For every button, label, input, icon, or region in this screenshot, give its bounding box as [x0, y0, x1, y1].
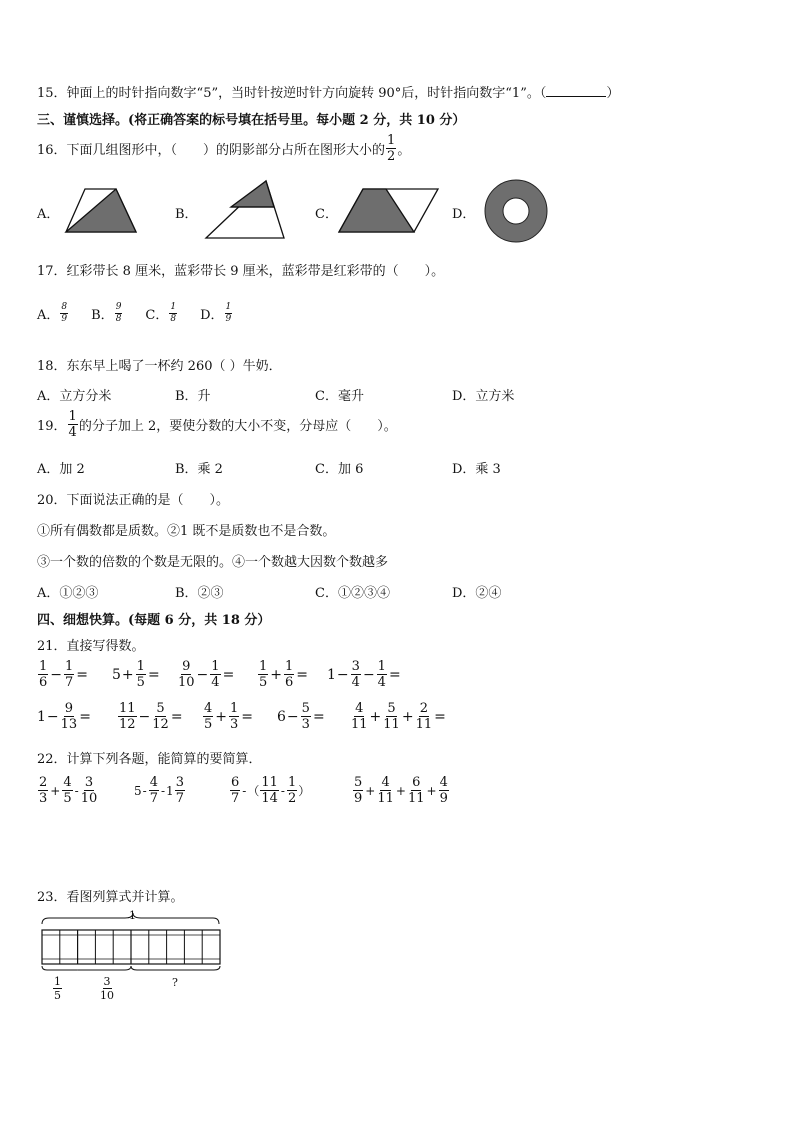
q17-option-a[interactable]: A． $\frac{8}{9}$ — [37, 302, 68, 324]
q17-option-b[interactable]: B． $\frac{9}{8}$ — [91, 302, 122, 324]
q21-expr-2: 5 + $\frac{1}{5}$ = — [112, 659, 160, 690]
q20-text: 20．下面说法正确的是（ ）。 — [37, 493, 230, 508]
q21-expr-6: 1 − $\frac{9}{13}$ = — [37, 701, 91, 732]
q21-expr-1: $\frac{1}{6}$ − $\frac{1}{7}$ = — [39, 659, 89, 690]
q23-segment-1-label: $\frac{1}{5}$ — [54, 975, 61, 1002]
q20-option-c[interactable]: C．①②③④ — [315, 586, 390, 601]
q20-statement-2: ③一个数的倍数的个数是无限的。④一个数越大因数个数越多 — [37, 555, 389, 570]
q16-option-d-label[interactable]: D． — [452, 207, 476, 222]
q21-expr-3: $\frac{9}{10}$ − $\frac{1}{4}$ = — [178, 659, 235, 690]
q16-option-a-trapezoid — [63, 186, 139, 236]
q16-fraction: $\frac{1}{2}$ — [387, 133, 396, 164]
q17-option-d[interactable]: D． $\frac{1}{9}$ — [200, 302, 232, 324]
q18-option-c[interactable]: C．毫升 — [315, 389, 364, 404]
q22-text: 22．计算下列各题，能简算的要简算． — [37, 752, 262, 767]
q21-expr-10: $\frac{4}{11}$ + $\frac{5}{11}$ + $\frac{2}{11}$ = — [351, 701, 446, 732]
q21-expr-4: $\frac{1}{5}$ + $\frac{1}{6}$ = — [259, 659, 309, 690]
q19-option-a[interactable]: A．加 2 — [37, 462, 85, 477]
q19-number: 19． — [37, 419, 67, 434]
q21-expr-7: $\frac{11}{12}$ − $\frac{5}{12}$ = — [119, 701, 183, 732]
q20-option-d[interactable]: D．②④ — [452, 586, 502, 601]
q15-line — [37, 82, 619, 101]
section4-title: 四、细想快算。(每题 6 分，共 18 分） — [37, 613, 271, 628]
q17-options — [37, 303, 233, 324]
q15-close: ） — [606, 86, 620, 101]
q16-text-after: 。 — [397, 143, 411, 158]
q21-expr-8: $\frac{4}{5}$ + $\frac{1}{3}$ = — [204, 701, 254, 732]
q23-segment-2-label: $\frac{3}{10}$ — [100, 975, 114, 1002]
q22-calc-1: $\frac{2}{3}$ + $\frac{4}{5}$ - $\frac{3}{10}$ — [39, 775, 98, 806]
q18-option-b[interactable]: B．升 — [175, 389, 211, 404]
q21-expr-9: 6 − $\frac{5}{3}$ = — [277, 701, 325, 732]
q18-option-d[interactable]: D．立方米 — [452, 389, 515, 404]
q16-option-b-label[interactable]: B． — [175, 207, 198, 222]
q19-option-b[interactable]: B．乘 2 — [175, 462, 223, 477]
section3-title: 三、谨慎选择。(将正确答案的标号填在括号里。每小题 2 分，共 10 分） — [37, 113, 466, 128]
q16-option-d-ring — [478, 176, 554, 246]
q21-text: 21．直接写得数。 — [37, 639, 145, 654]
q16-text: 16．下面几组图形中，（ ）的阴影部分占所在图形大小的 — [37, 143, 386, 158]
q19-option-c[interactable]: C．加 6 — [315, 462, 364, 477]
q20-option-a[interactable]: A．①②③ — [37, 586, 99, 601]
q23-segment-diagram — [37, 912, 237, 972]
q18-text: 18．东东早上喝了一杯约 260（ ）牛奶． — [37, 359, 282, 374]
q16-option-c-parallelogram — [336, 186, 442, 236]
q19-text: 的分子加上 2，要使分数的大小不变，分母应（ ）。 — [78, 419, 397, 434]
q22-calc-4: $\frac{5}{9}$ + $\frac{4}{11}$ + $\frac{6}{11}$ + $\frac{4}{9}$ — [354, 775, 448, 806]
q18-option-a[interactable]: A．立方分米 — [37, 389, 112, 404]
q15-text: 15．钟面上的时针指向数字“5”，当时针按逆时针方向旋转 90°后，时针指向数字“1”。（ — [37, 86, 547, 101]
q15-answer-blank[interactable] — [546, 85, 606, 97]
q20-option-b[interactable]: B．②③ — [175, 586, 224, 601]
q17-option-c[interactable]: C． $\frac{1}{8}$ — [145, 302, 177, 324]
q23-text: 23．看图列算式并计算。 — [37, 890, 184, 905]
q22-calc-2: 5 - $\frac{4}{7}$ - 1 $\frac{3}{7}$ — [134, 775, 184, 806]
q19-option-d[interactable]: D．乘 3 — [452, 462, 501, 477]
q16-stem — [37, 134, 410, 163]
q16-option-c-label[interactable]: C． — [315, 207, 338, 222]
q16-option-b-triangle — [203, 179, 289, 241]
q20-statement-1: ①所有偶数都是质数。②1 既不是质数也不是合数。 — [37, 524, 336, 539]
q23-segment-3-label: ? — [172, 976, 178, 989]
q17-text: 17．红彩带长 8 厘米，蓝彩带长 9 厘米，蓝彩带是红彩带的（ ）。 — [37, 264, 445, 279]
q16-option-a-label[interactable]: A． — [37, 207, 60, 222]
q22-calc-3: $\frac{6}{7}$ - （ $\frac{11}{14}$ - $\frac{1}{2}$ ） — [231, 775, 311, 806]
q19-stem — [37, 410, 397, 439]
q23-total-label: 1 — [129, 909, 136, 922]
q19-fraction: $\frac{1}{4}$ — [68, 409, 77, 440]
q21-expr-5: 1 − $\frac{3}{4}$ − $\frac{1}{4}$ = — [327, 659, 401, 690]
